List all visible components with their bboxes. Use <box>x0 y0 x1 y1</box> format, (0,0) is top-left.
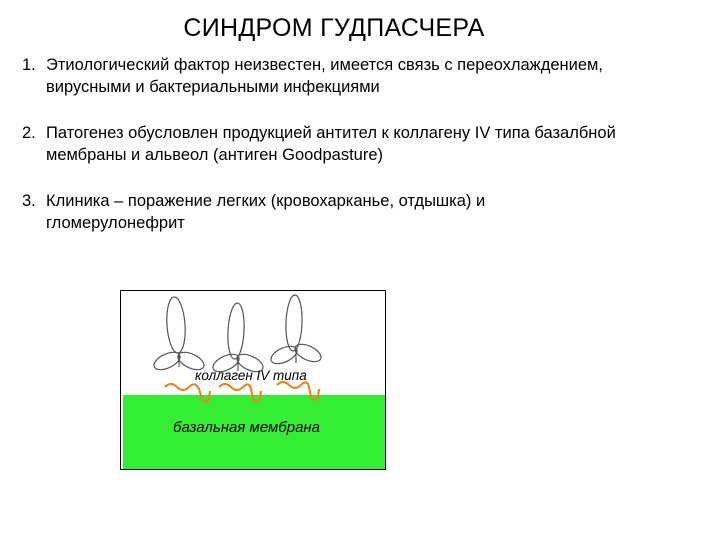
item-text-line: вирусными и бактериальными инфекциями <box>46 78 380 96</box>
item-text-line: Клиника – поражение легких (кровохарканье, отдышка) и <box>46 192 486 210</box>
collagen-label: коллаген IV типа <box>195 368 307 383</box>
item-text <box>46 122 702 166</box>
membrane-label: базальная мембрана <box>173 419 321 436</box>
collagen-fiber-icon <box>277 382 319 400</box>
item-text-line: Этиологический фактор неизвестен, имеется связь с переохлаждением, <box>46 56 603 74</box>
antibody-icon <box>210 303 265 376</box>
item-text <box>46 190 702 234</box>
item-text <box>46 54 702 98</box>
slide-title: СИНДРОМ ГУДПАСЧЕРА <box>183 14 485 42</box>
list-item-2 <box>22 122 702 166</box>
list-item-3 <box>22 190 702 234</box>
collagen-fiber-icon <box>219 384 261 402</box>
item-number: 2. <box>22 124 36 142</box>
collagen-fiber-icon <box>165 384 210 402</box>
item-number: 1. <box>22 56 36 74</box>
antibody-icon <box>151 296 206 373</box>
point-list <box>22 54 702 234</box>
antibody-icon <box>268 295 323 368</box>
diagram-figure <box>120 290 386 470</box>
item-number: 3. <box>22 192 36 210</box>
item-text-line: Патогенез обусловлен продукцией антител к коллагену IV типа базалбной <box>46 124 616 142</box>
list-item-1 <box>22 54 702 98</box>
item-text-line: гломерулонефрит <box>46 214 185 232</box>
item-text-line: мембраны и альвеол (антиген Goodpasture) <box>46 146 384 164</box>
